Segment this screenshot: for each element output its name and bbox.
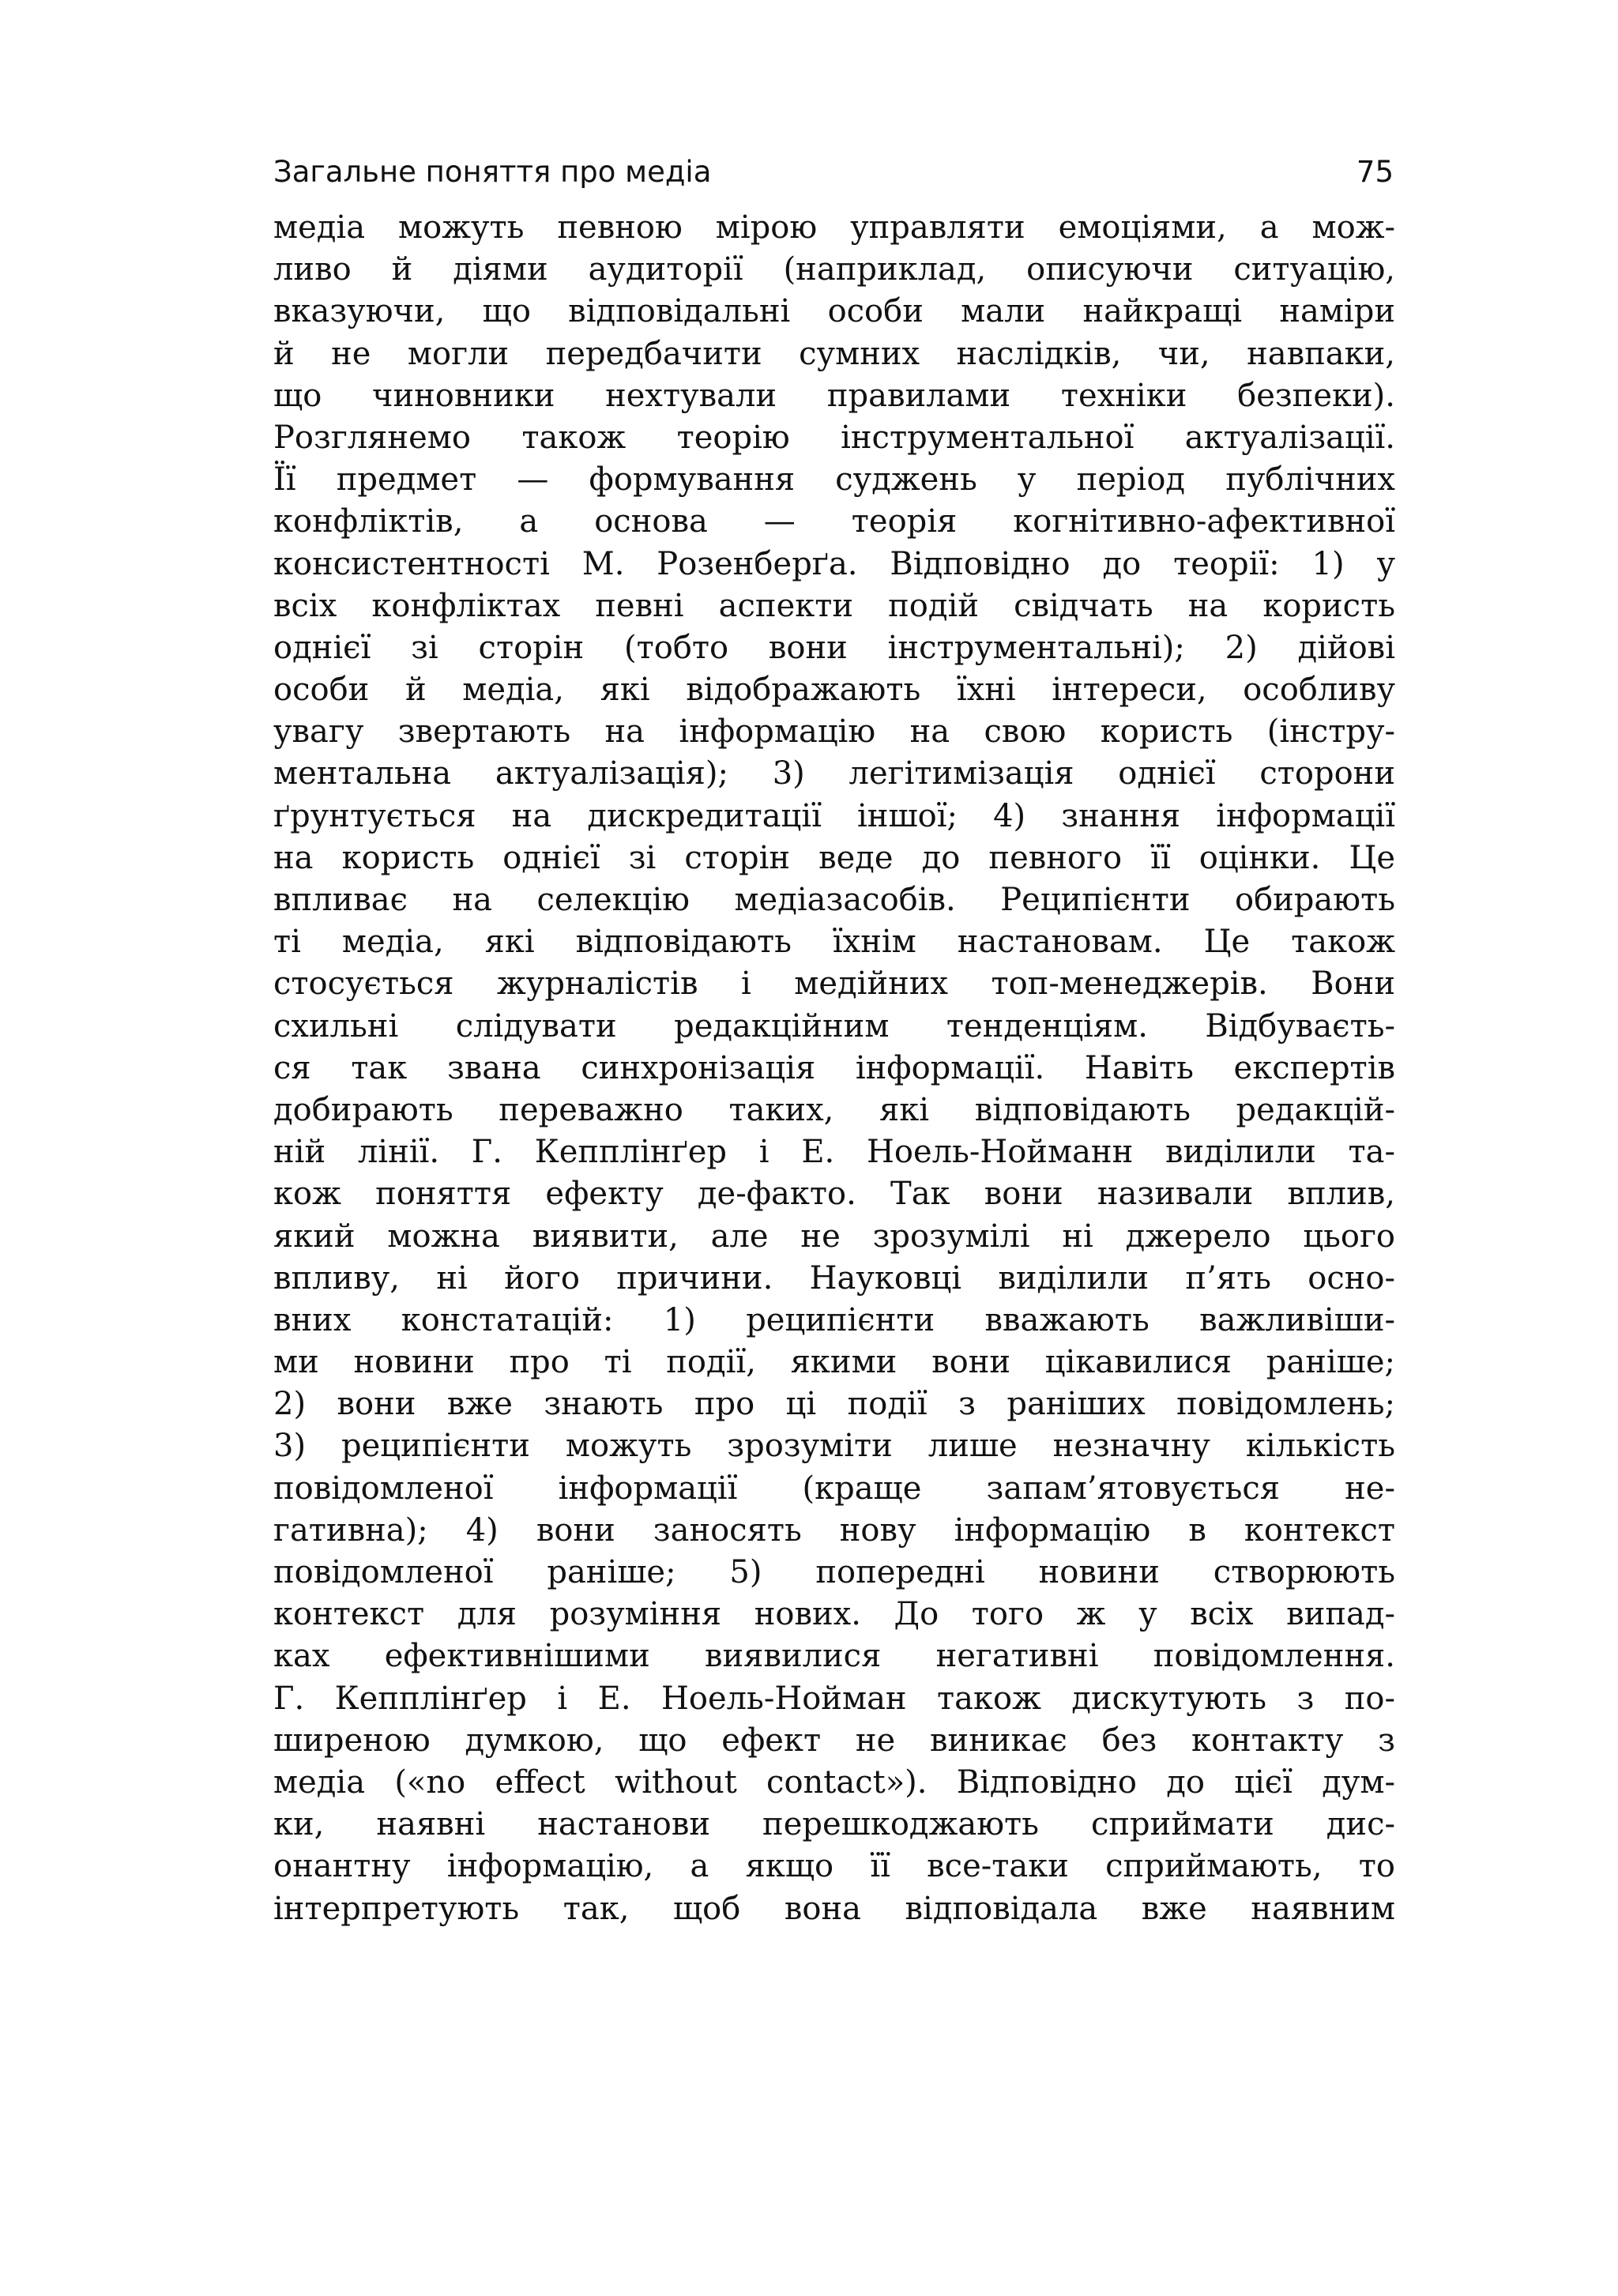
text-line: Її предмет — формування суджень у період публічних (273, 461, 1395, 499)
text-line: ках ефективнішими виявилися негативні повідомлення. (273, 1638, 1395, 1675)
text-line: й не могли передбачити сумних наслідків, чи, навпаки, (273, 335, 1395, 372)
text-line: стосується журналістів і медійних топ-менеджерів. Вони (273, 965, 1395, 1003)
text-line: впливу, ні його причини. Науковці виділили п’ять осно- (273, 1259, 1395, 1297)
text-line: ментальна актуалізація); 3) легітимізація однієї сторони (273, 755, 1395, 792)
text-line: вказуючи, що відповідальні особи мали найкращі наміри (273, 293, 1395, 330)
page-number: 75 (1356, 155, 1394, 189)
text-line: консистентності М. Розенберґа. Відповідно до теорії: 1) у (273, 545, 1395, 582)
text-line: Розглянемо також теорію інструментальної актуалізації. (273, 419, 1395, 456)
text-line: всіх конфліктах певні аспекти подій свідчать на користь (273, 587, 1395, 624)
text-line: однієї зі сторін (тобто вони інструментальні); 2) дійові (273, 629, 1395, 666)
text-line: Г. Кепплінґер і Е. Ноель-Нойман також дискутують з по- (273, 1680, 1395, 1717)
text-line: вних констатацій: 1) реципієнти вважають важливіши- (273, 1301, 1395, 1338)
text-line: конфліктів, а основа — теорія когнітивно-афективної (273, 503, 1395, 540)
text-line: ливо й діями аудиторії (наприклад, описуючи ситуацію, (273, 251, 1395, 288)
text-line: ґрунтується на дискредитації іншої; 4) знання інформації (273, 797, 1395, 834)
text-line: впливає на селекцію медіазасобів. Реципієнти обирають (273, 882, 1395, 918)
text-line: який можна виявити, але не зрозумілі ні джерело цього (273, 1218, 1395, 1255)
text-line: кож поняття ефекту де-факто. Так вони називали вплив, (273, 1176, 1395, 1213)
text-line: ся так звана синхронізація інформації. Навіть експертів (273, 1049, 1395, 1086)
text-line: ній лінії. Г. Кепплінґер і Е. Ноель-Нойманн виділили та- (273, 1134, 1395, 1171)
text-line: ки, наявні настанови перешкоджають сприймати дис- (273, 1806, 1395, 1843)
text-line: повідомленої раніше; 5) попередні новини створюють (273, 1554, 1395, 1590)
chapter-title: Загальне поняття про медіа (273, 155, 712, 189)
text-line: на користь однієї зі сторін веде до певного її оцінки. Це (273, 839, 1395, 876)
text-line: ми новини про ті події, якими вони цікавилися раніше; (273, 1344, 1395, 1381)
text-line: повідомленої інформації (краще запам’ятовується не- (273, 1470, 1395, 1507)
running-header (273, 149, 1394, 196)
text-line: контекст для розуміння нових. До того ж у всіх випад- (273, 1596, 1395, 1633)
text-line: увагу звертають на інформацію на свою користь (інстру- (273, 713, 1395, 751)
text-line: інтерпретують так, щоб вона відповідала вже наявним (273, 1890, 1395, 1927)
text-line: ті медіа, які відповідають їхнім настановам. Це також (273, 924, 1395, 961)
text-line: 3) реципієнти можуть зрозуміти лише незначну кількість (273, 1428, 1395, 1465)
text-line: гативна); 4) вони заносять нову інформацію в контекст (273, 1511, 1395, 1549)
text-line: медіа можуть певною мірою управляти емоціями, а мож- (273, 209, 1395, 246)
text-line: особи й медіа, які відображають їхні інтереси, особливу (273, 672, 1395, 709)
text-line: що чиновники нехтували правилами техніки безпеки). (273, 377, 1395, 414)
text-line: медіа («no effect without contact»). Відповідно до цієї дум- (273, 1763, 1395, 1801)
text-line: схильні слідувати редакційним тенденціям. Відбуваєть- (273, 1007, 1395, 1044)
text-line: 2) вони вже знають про ці події з раніших повідомлень; (273, 1386, 1395, 1423)
text-line: добирають переважно таких, які відповідають редакцій- (273, 1091, 1395, 1128)
text-line: онантну інформацію, а якщо її все-таки сприймають, то (273, 1848, 1395, 1885)
text-line: ширеною думкою, що ефект не виникає без контакту з (273, 1722, 1395, 1759)
body-text (273, 207, 1395, 1930)
